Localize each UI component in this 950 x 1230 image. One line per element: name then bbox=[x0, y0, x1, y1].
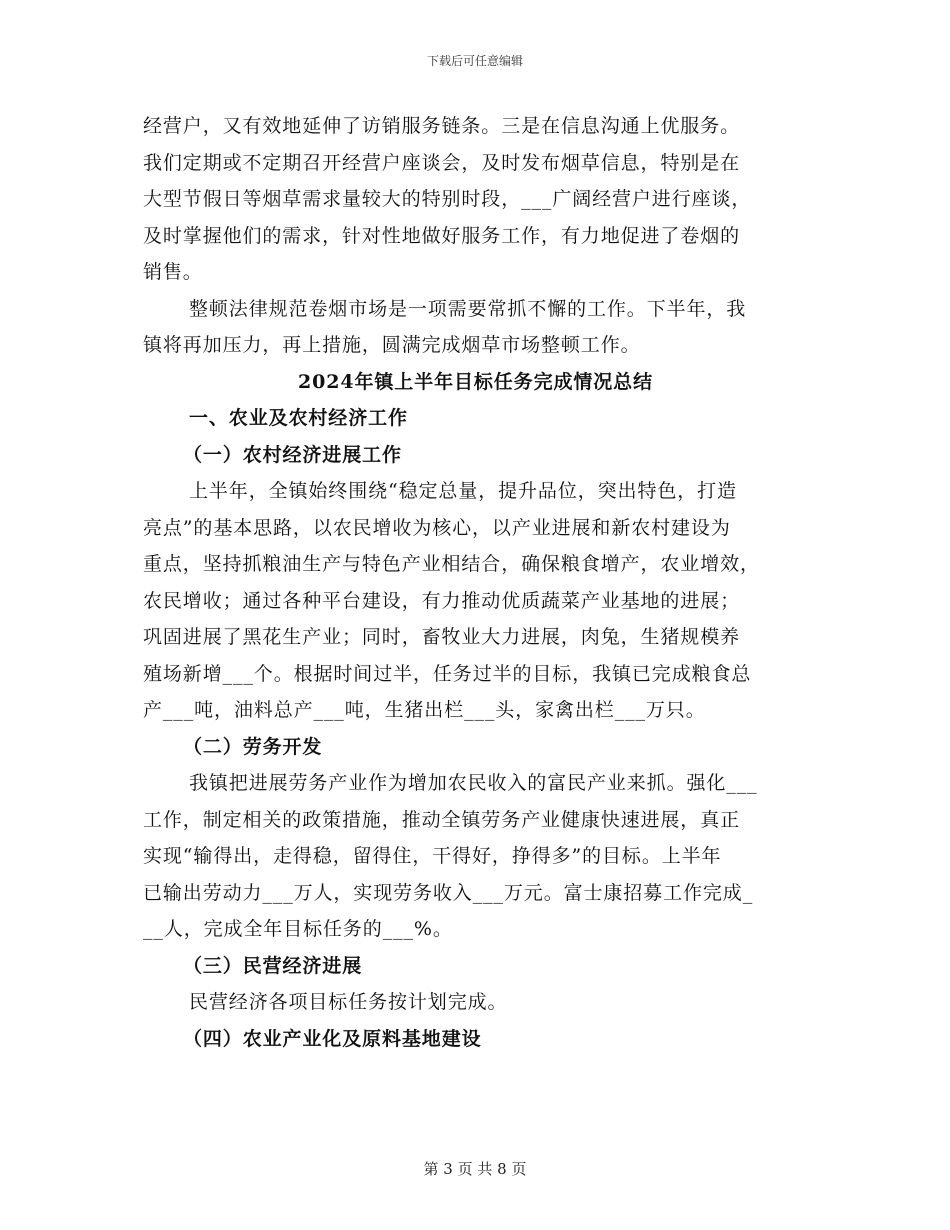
paragraph-line: 重点，坚持抓粮油生产与特色产业相结合，确保粮食增产，农业增效， bbox=[143, 553, 760, 575]
paragraph-line: 巩固进展了黑花生产业；同时，畜牧业大力进展，肉兔，生猪规模养 bbox=[143, 626, 741, 648]
subsection-heading: （一）农村经济进展工作 bbox=[183, 443, 402, 466]
paragraph-line: 工作，制定相关的政策措施，推动全镇劳务产业健康快速进展，真正 bbox=[143, 808, 741, 831]
paragraph-line: __人，完成全年目标任务的___%。 bbox=[143, 918, 453, 940]
paragraph-line: 民营经济各项目标任务按计划完成。 bbox=[189, 991, 508, 1013]
paragraph-line: 产___吨，油料总产___吨，生猪出栏___头，家禽出栏___万只。 bbox=[143, 699, 706, 721]
subsection-heading: （三）民营经济进展 bbox=[183, 954, 363, 977]
paragraph-line: 亮点”的基本思路，以农民增收为核心，以产业进展和新农村建设为 bbox=[143, 516, 731, 539]
paragraph-line: 我们定期或不定期召开经营户座谈会，及时发布烟草信息，特别是在 bbox=[143, 151, 741, 174]
section-heading: 一、农业及农村经济工作 bbox=[189, 407, 408, 429]
paragraph-line: 镇将再加压力，再上措施，圆满完成烟草市场整顿工作。 bbox=[143, 334, 641, 356]
paragraph-line: 及时掌握他们的需求，针对性地做好服务工作，有力地促进了卷烟的 bbox=[143, 224, 741, 247]
document-title: 2024年镇上半年目标任务完成情况总结 bbox=[298, 370, 653, 393]
page-header: 下载后可任意编辑 bbox=[426, 54, 523, 68]
paragraph-line: 经营户，又有效地延伸了访销服务链条。三是在信息沟通上优服务。 bbox=[143, 115, 741, 137]
paragraph-line: 大型节假日等烟草需求量较大的特别时段，___广阔经营户进行座谈， bbox=[143, 188, 752, 210]
paragraph-line: 实现“输得出，走得稳，留得住，干得好，挣得多”的目标。上半年 bbox=[143, 845, 722, 867]
paragraph-line: 已输出劳动力___万人，实现劳务收入___万元。富士康招募工作完成_ bbox=[143, 881, 754, 904]
page-footer: 第 3 页 共 8 页 bbox=[423, 1160, 527, 1178]
paragraph-line: 上半年，全镇始终围绕“稳定总量，提升品位，突出特色，打造 bbox=[189, 480, 737, 502]
paragraph-line: 整顿法律规范卷烟市场是一项需要常抓不懈的工作。下半年，我 bbox=[189, 297, 747, 320]
subsection-heading: （二）劳务开发 bbox=[183, 735, 323, 758]
paragraph-line: 农民增收；通过各种平台建设，有力推动优质蔬菜产业基地的进展； bbox=[143, 589, 741, 612]
paragraph-line: 殖场新增___个。根据时间过半，任务过半的目标，我镇已完成粮食总 bbox=[143, 662, 752, 685]
subsection-heading: （四）农业产业化及原料基地建设 bbox=[183, 1027, 482, 1050]
paragraph-line: 我镇把进展劳务产业作为增加农民收入的富民产业来抓。强化___ bbox=[189, 772, 758, 794]
paragraph-line: 销售。 bbox=[143, 261, 203, 283]
document-body bbox=[143, 108, 808, 1057]
